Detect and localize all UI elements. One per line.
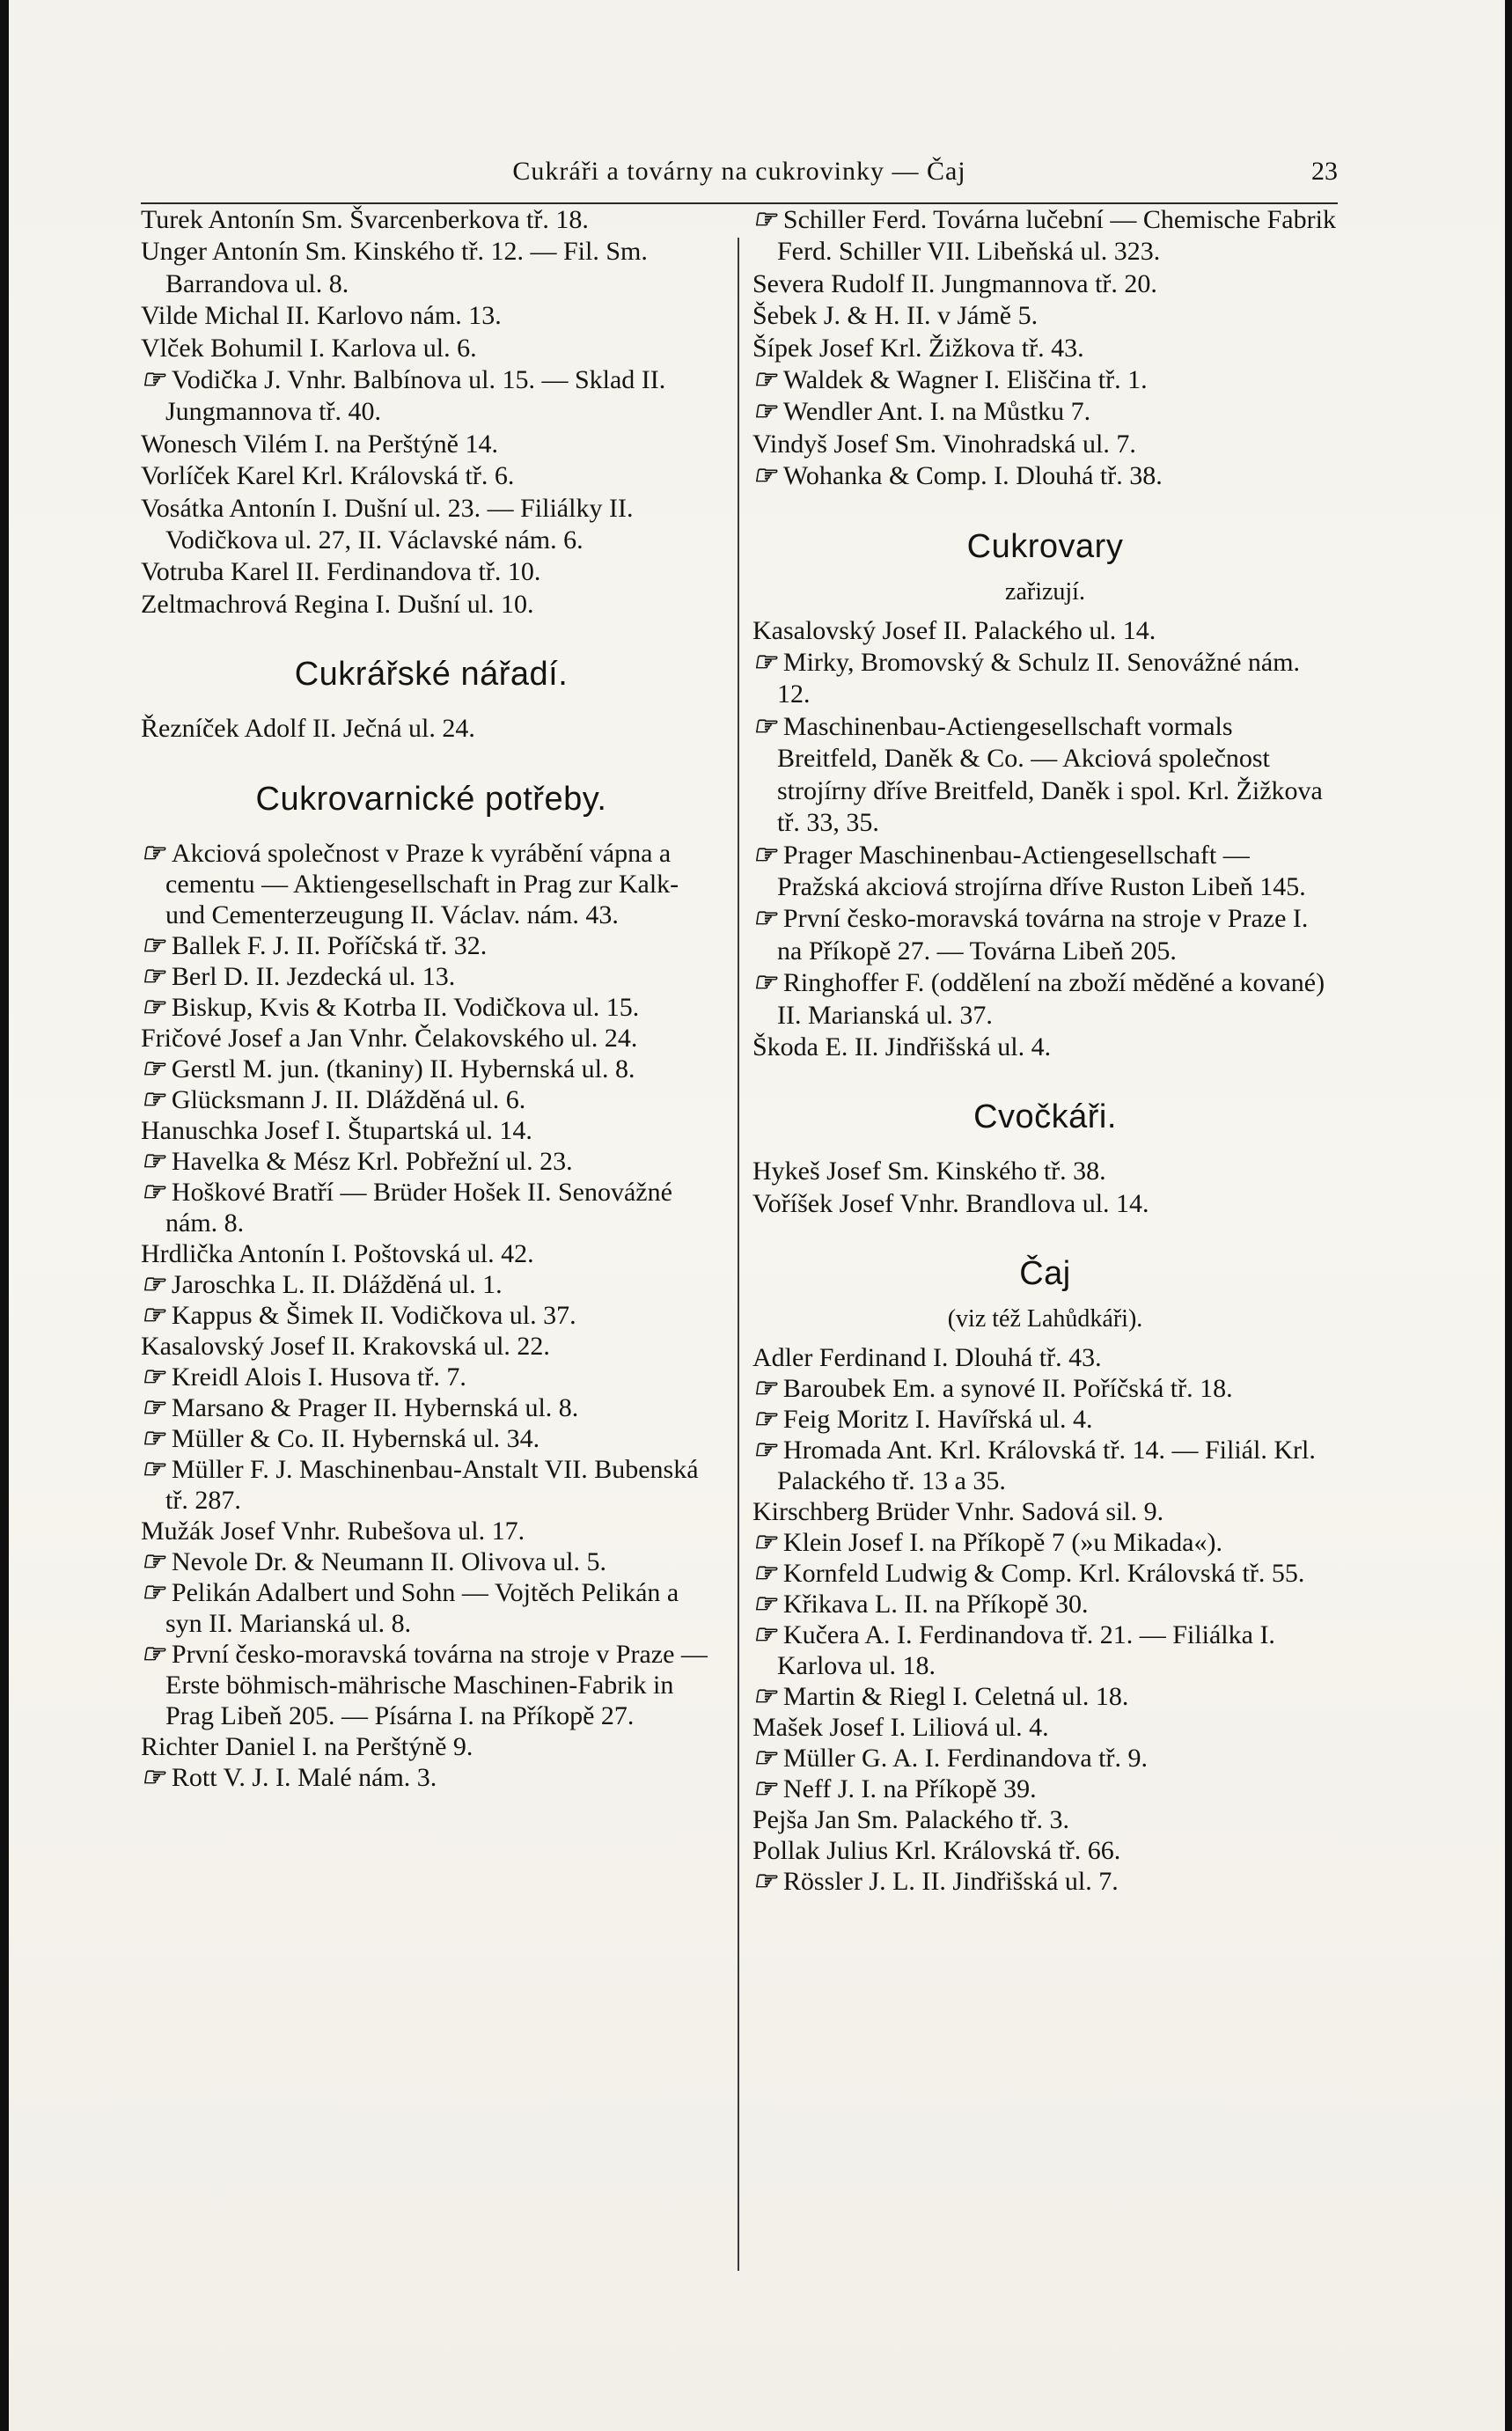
pointing-hand-icon: ☞ — [141, 1084, 165, 1114]
entry-text: První česko-moravská továrna na stroje v Praze I. na Příkopě 27. — Továrna Libeň 205. — [777, 904, 1309, 966]
pointing-hand-icon: ☞ — [752, 1774, 776, 1804]
pointing-hand-icon: ☞ — [141, 1177, 165, 1207]
entry-text: Fričové Josef a Jan Vnhr. Čelakovského ul. 24. — [141, 1023, 638, 1053]
pointing-hand-icon: ☞ — [141, 1454, 165, 1484]
entry-text: Vlček Bohumil I. Karlova ul. 6. — [141, 333, 477, 363]
entry-text: Feig Moritz I. Havířská ul. 4. — [782, 1405, 1093, 1435]
entry-text: Unger Antonín Sm. Kinského tř. 12. — Fil. Sm. Barrandova ul. 8. — [141, 237, 648, 298]
entry-text: Řezníček Adolf II. Ječná ul. 24. — [141, 714, 475, 744]
entry-text: Nevole Dr. & Neumann II. Olivova ul. 5. — [171, 1546, 606, 1576]
entry-text: Pelikán Adalbert und Sohn — Vojtěch Pelikán a syn II. Marianská ul. 8. — [165, 1577, 679, 1638]
pointing-hand-icon: ☞ — [141, 1546, 165, 1576]
pointing-hand-icon: ☞ — [752, 1405, 776, 1435]
header-title: Cukráři a továrny na cukrovinky — Čaj — [512, 157, 966, 186]
entry-text: Votruba Karel II. Ferdinandova tř. 10. — [141, 557, 541, 587]
directory-entry — [141, 1084, 722, 1115]
directory-entry — [141, 1331, 722, 1362]
entry-text: Kirschberg Brüder Vnhr. Sadová sil. 9. — [752, 1497, 1164, 1527]
directory-entry — [752, 1835, 1338, 1866]
directory-entry — [752, 1527, 1338, 1558]
pointing-hand-icon: ☞ — [141, 1762, 165, 1792]
pointing-hand-icon: ☞ — [141, 1423, 165, 1453]
directory-entry — [141, 1762, 722, 1793]
entry-text: Šebek J. & H. II. v Jámě 5. — [752, 301, 1039, 331]
entry-text: Voříšek Josef Vnhr. Brandlova ul. 14. — [752, 1188, 1149, 1218]
entry-text: Müller F. J. Maschinenbau-Anstalt VII. Bubenská tř. 287. — [165, 1454, 699, 1515]
entry-text: Zeltmachrová Regina I. Dušní ul. 10. — [141, 589, 534, 619]
directory-entry — [752, 967, 1338, 1032]
directory-entry — [752, 1496, 1338, 1527]
entry-text: Šípek Josef Krl. Žižkova tř. 43. — [752, 333, 1084, 363]
directory-entry — [752, 268, 1338, 300]
directory-entry — [141, 236, 722, 300]
directory-entry — [752, 1804, 1338, 1835]
section-title-cukrarske-naradi: Cukrářské nářadí. — [294, 656, 569, 694]
entry-text: Hoškové Bratří — Brüder Hošek II. Senovážné nám. 8. — [165, 1177, 672, 1238]
directory-entry — [141, 1238, 722, 1269]
directory-entry — [141, 1300, 722, 1331]
pointing-hand-icon: ☞ — [752, 1744, 776, 1774]
section-title-cukrovarnicke-potreby: Cukrovarnické potřeby. — [255, 780, 607, 818]
section-title-caj: Čaj — [1019, 1255, 1071, 1293]
entry-text: Hykeš Josef Sm. Kinského tř. 38. — [752, 1157, 1106, 1186]
entry-text: Škoda E. II. Jindřišská ul. 4. — [752, 1032, 1052, 1061]
entry-text: Mašek Josef I. Liliová ul. 4. — [752, 1713, 1049, 1743]
directory-entry — [752, 903, 1338, 967]
pointing-hand-icon: ☞ — [752, 1436, 776, 1465]
directory-entry — [141, 1054, 722, 1084]
entry-text: Baroubek Em. a synové II. Poříčská tř. 18. — [782, 1374, 1233, 1404]
directory-entry — [752, 1032, 1338, 1063]
entry-text: Glücksmann J. II. Dlážděná ul. 6. — [171, 1084, 526, 1114]
directory-entry — [752, 1681, 1338, 1712]
section-subtitle-cukrovary: zařizují. — [1005, 577, 1085, 606]
pointing-hand-icon: ☞ — [752, 1528, 776, 1558]
directory-entry — [752, 1619, 1338, 1681]
directory-entry — [141, 1454, 722, 1516]
directory-entry — [752, 647, 1338, 711]
directory-entry — [141, 364, 722, 429]
entry-text: Richter Daniel I. na Perštýně 9. — [141, 1731, 473, 1761]
running-header — [141, 157, 1338, 204]
entry-text: Biskup, Kvis & Kotrba II. Vodičkova ul. 15. — [171, 992, 640, 1022]
entry-text: Gerstl M. jun. (tkaniny) II. Hybernská ul. 8. — [171, 1054, 635, 1083]
directory-entry — [752, 1589, 1338, 1619]
entry-text: Vorlíček Karel Krl. Královská tř. 6. — [141, 461, 515, 491]
directory-entry — [141, 1362, 722, 1392]
directory-entry — [752, 1342, 1338, 1373]
left-section2-list — [141, 838, 722, 1793]
pointing-hand-icon: ☞ — [141, 1577, 165, 1607]
directory-entry — [752, 711, 1338, 840]
pointing-hand-icon: ☞ — [141, 1639, 165, 1669]
directory-entry — [141, 493, 722, 557]
directory-entry — [752, 1712, 1338, 1743]
entry-text: Turek Antonín Sm. Švarcenberkova tř. 18. — [141, 205, 589, 234]
pointing-hand-icon: ☞ — [752, 1867, 776, 1897]
entry-text: Jaroschka L. II. Dlážděná ul. 1. — [171, 1269, 503, 1299]
right-section2-list — [752, 1156, 1338, 1220]
directory-entry — [141, 1023, 722, 1054]
directory-entry — [141, 1392, 722, 1423]
directory-entry — [752, 204, 1338, 268]
pointing-hand-icon: ☞ — [141, 1269, 165, 1299]
section-subtitle-caj: (viz též Lahůdkáři). — [947, 1305, 1143, 1333]
directory-entry — [752, 840, 1338, 904]
directory-entry — [141, 1423, 722, 1454]
directory-entry — [752, 364, 1338, 396]
entry-text: Wohanka & Comp. I. Dlouhá tř. 38. — [782, 461, 1163, 491]
entry-text: Rott V. J. I. Malé nám. 3. — [171, 1762, 437, 1792]
directory-entry — [141, 460, 722, 492]
entry-text: Kasalovský Josef II. Krakovská ul. 22. — [141, 1331, 550, 1361]
entry-text: Pollak Julius Krl. Královská tř. 66. — [752, 1836, 1121, 1866]
directory-entry — [752, 1743, 1338, 1774]
pointing-hand-icon: ☞ — [141, 1146, 165, 1176]
left-column — [141, 204, 722, 1793]
pointing-hand-icon: ☞ — [752, 397, 776, 427]
directory-entry — [141, 1516, 722, 1546]
right-section3-list — [752, 1342, 1338, 1897]
entry-text: Neff J. I. na Příkopě 39. — [782, 1774, 1037, 1804]
right-column — [752, 204, 1338, 1897]
entry-text: Prager Maschinenbau-Actiengesellschaft — Pražská akciová strojírna dříve Ruston Libeň 145. — [777, 840, 1306, 901]
entry-text: Maschinenbau-Actiengesellschaft vormals Breitfeld, Daněk & Co. — Akciová společnost strojírny dříve Breitfeld, Daněk i spol. Krl. Žižkova tř. 33, 35. — [777, 711, 1323, 838]
directory-entry — [141, 333, 722, 364]
pointing-hand-icon: ☞ — [752, 1620, 776, 1650]
directory-entry — [752, 1558, 1338, 1589]
entry-text: Kučera A. I. Ferdinandova tř. 21. — Filiálka I. Karlova ul. 18. — [777, 1620, 1275, 1681]
pointing-hand-icon: ☞ — [752, 711, 776, 741]
entry-text: Ringhoffer F. (oddělení na zboží měděné a kované) II. Marianská ul. 37. — [777, 968, 1325, 1030]
entry-text: Mužák Josef Vnhr. Rubešova ul. 17. — [141, 1516, 525, 1546]
entry-text: Havelka & Mész Krl. Pobřežní ul. 23. — [171, 1146, 573, 1176]
entry-text: První česko-moravská továrna na stroje v Praze — Erste böhmisch-mährische Maschinen-Fabrik in Prag Libeň 205. — Písárna I. na Příkopě 27. — [165, 1639, 708, 1730]
directory-entry — [752, 1156, 1338, 1187]
directory-entry — [752, 429, 1338, 460]
directory-entry — [752, 460, 1338, 492]
right-section1-list — [752, 615, 1338, 1064]
directory-entry — [141, 1639, 722, 1731]
entry-text: Vosátka Antonín I. Dušní ul. 23. — Filiálky II. Vodičkova ul. 27, II. Václavské nám. 6. — [141, 493, 634, 555]
entry-text: Kreidl Alois I. Husova tř. 7. — [171, 1362, 466, 1392]
left-top-list — [141, 204, 722, 621]
section-title-cvockari: Cvočkáři. — [973, 1098, 1117, 1136]
pointing-hand-icon: ☞ — [141, 930, 165, 960]
entry-text: Kasalovský Josef II. Palackého ul. 14. — [752, 615, 1156, 645]
entry-text: Rössler J. L. II. Jindřišská ul. 7. — [782, 1867, 1119, 1897]
directory-entry — [752, 615, 1338, 647]
pointing-hand-icon: ☞ — [752, 1682, 776, 1712]
directory-entry — [752, 300, 1338, 332]
pointing-hand-icon: ☞ — [752, 365, 776, 395]
pointing-hand-icon: ☞ — [141, 1300, 165, 1330]
entry-text: Kornfeld Ludwig & Comp. Krl. Královská tř. 55. — [782, 1559, 1305, 1589]
directory-entry — [141, 1177, 722, 1238]
pointing-hand-icon: ☞ — [752, 1374, 776, 1404]
pointing-hand-icon: ☞ — [752, 461, 776, 491]
pointing-hand-icon: ☞ — [141, 1362, 165, 1392]
pointing-hand-icon: ☞ — [752, 968, 776, 998]
directory-entry — [752, 1188, 1338, 1220]
directory-entry — [141, 838, 722, 930]
directory-entry — [752, 1435, 1338, 1496]
entry-text: Müller G. A. I. Ferdinandova tř. 9. — [782, 1744, 1149, 1774]
directory-entry — [141, 961, 722, 992]
entry-text: Hromada Ant. Krl. Královská tř. 14. — Filiál. Krl. Palackého tř. 13 a 35. — [777, 1436, 1316, 1496]
directory-entry — [752, 1866, 1338, 1897]
directory-entry — [141, 556, 722, 588]
entry-text: Mirky, Bromovský & Schulz II. Senovážné nám. 12. — [777, 648, 1301, 709]
right-top-list — [752, 204, 1338, 493]
directory-entry — [752, 1404, 1338, 1435]
page-number: 23 — [1311, 157, 1338, 186]
directory-entry — [141, 1731, 722, 1762]
directory-entry — [141, 713, 722, 745]
entry-text: Marsano & Prager II. Hybernská ul. 8. — [171, 1392, 579, 1422]
directory-entry — [141, 1115, 722, 1146]
entry-text: Severa Rudolf II. Jungmannova tř. 20. — [752, 268, 1157, 298]
directory-entry — [141, 1546, 722, 1577]
left-section1-list — [141, 713, 722, 745]
pointing-hand-icon: ☞ — [141, 365, 165, 395]
pointing-hand-icon: ☞ — [752, 205, 776, 234]
entry-text: Müller & Co. II. Hybernská ul. 34. — [171, 1423, 540, 1453]
directory-entry — [752, 1373, 1338, 1404]
directory-entry — [141, 992, 722, 1023]
pointing-hand-icon: ☞ — [141, 961, 165, 991]
pointing-hand-icon: ☞ — [141, 992, 165, 1022]
entry-text: Křikava L. II. na Příkopě 30. — [782, 1590, 1089, 1619]
pointing-hand-icon: ☞ — [752, 648, 776, 678]
pointing-hand-icon: ☞ — [752, 1559, 776, 1589]
pointing-hand-icon: ☞ — [752, 840, 776, 870]
entry-text: Klein Josef I. na Příkopě 7 (»u Mikada«). — [782, 1528, 1222, 1558]
entry-text: Hanuschka Josef I. Štupartská ul. 14. — [141, 1115, 532, 1145]
entry-text: Vodička J. Vnhr. Balbínova ul. 15. — Sklad II. Jungmannova tř. 40. — [165, 365, 666, 427]
directory-entry — [141, 1577, 722, 1639]
directory-entry — [141, 1269, 722, 1300]
directory-entry — [141, 589, 722, 621]
directory-entry — [141, 429, 722, 460]
pointing-hand-icon: ☞ — [752, 1590, 776, 1619]
entry-text: Akciová společnost v Praze k vyrábění vápna a cementu — Aktiengesellschaft in Prag zur Kalk- und Cementerzeugung II. Václav. nám. 43. — [165, 838, 679, 929]
entry-text: Adler Ferdinand I. Dlouhá tř. 43. — [752, 1343, 1102, 1373]
section-title-cukrovary: Cukrovary — [966, 527, 1124, 565]
entry-text: Waldek & Wagner I. Eliščina tř. 1. — [782, 365, 1148, 395]
pointing-hand-icon: ☞ — [141, 1054, 165, 1083]
directory-entry — [141, 930, 722, 961]
entry-text: Hrdlička Antonín I. Poštovská ul. 42. — [141, 1238, 534, 1268]
pointing-hand-icon: ☞ — [141, 838, 165, 868]
pointing-hand-icon: ☞ — [141, 1392, 165, 1422]
entry-text: Vindyš Josef Sm. Vinohradská ul. 7. — [752, 429, 1136, 459]
entry-text: Wendler Ant. I. na Můstku 7. — [782, 397, 1091, 427]
directory-entry — [752, 396, 1338, 428]
book-page — [9, 0, 1505, 2431]
directory-entry — [752, 1774, 1338, 1804]
entry-text: Pejša Jan Sm. Palackého tř. 3. — [752, 1805, 1069, 1835]
directory-entry — [141, 204, 722, 236]
pointing-hand-icon: ☞ — [752, 904, 776, 934]
entry-text: Wonesch Vilém I. na Perštýně 14. — [141, 429, 498, 459]
directory-entry — [752, 333, 1338, 364]
entry-text: Vilde Michal II. Karlovo nám. 13. — [141, 301, 502, 331]
entry-text: Ballek F. J. II. Poříčská tř. 32. — [171, 930, 488, 960]
directory-entry — [141, 300, 722, 332]
entry-text: Kappus & Šimek II. Vodičkova ul. 37. — [171, 1300, 576, 1330]
directory-entry — [141, 1146, 722, 1177]
entry-text: Martin & Riegl I. Celetná ul. 18. — [782, 1682, 1129, 1712]
column-divider — [738, 238, 739, 2271]
entry-text: Schiller Ferd. Továrna lučební — Chemische Fabrik Ferd. Schiller VII. Libeňská ul. 323. — [777, 205, 1336, 267]
entry-text: Berl D. II. Jezdecká ul. 13. — [171, 961, 456, 991]
